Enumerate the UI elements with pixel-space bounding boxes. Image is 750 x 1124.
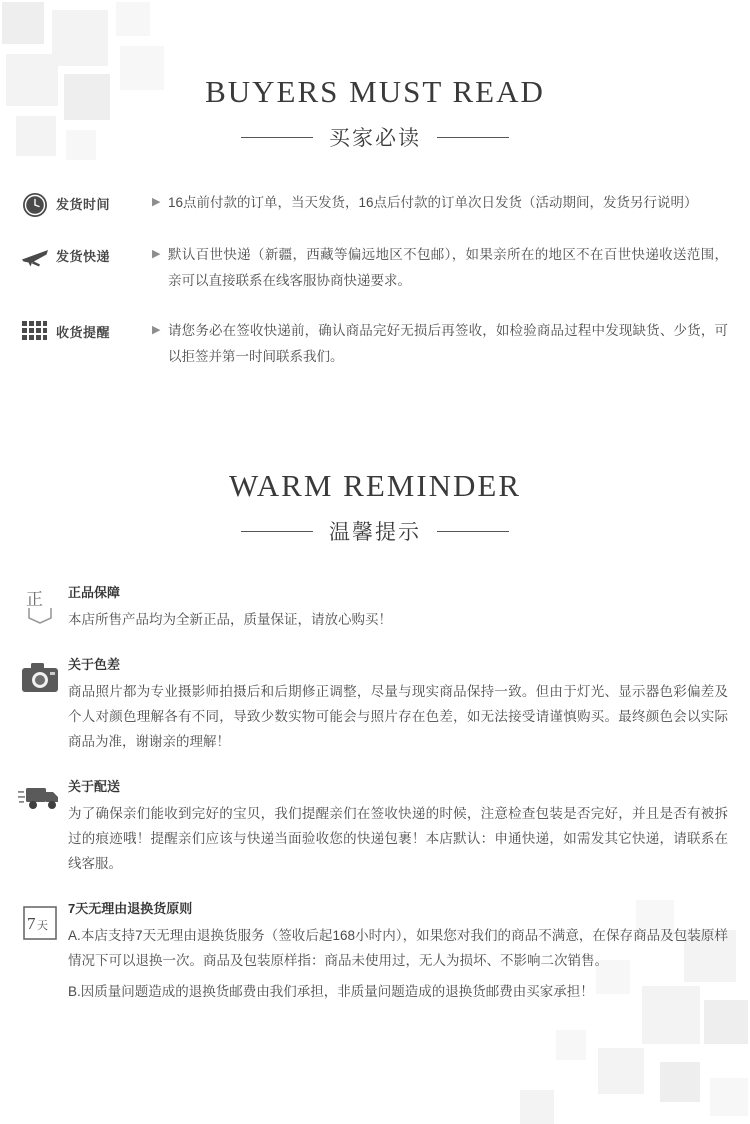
heading-rule-left <box>241 531 313 532</box>
warm-blocks <box>0 582 750 1004</box>
block-title: 关于色差 <box>68 657 121 672</box>
seven-day-icon <box>12 898 68 942</box>
block-text <box>68 923 728 1004</box>
paragraph: B.因质量问题造成的退换货邮费由我们承担，非质量问题造成的退换货邮费由买家承担！ <box>68 984 594 999</box>
block-text <box>68 801 728 876</box>
list-item <box>0 190 750 218</box>
list-item <box>0 654 750 754</box>
buyers-title-en: BUYERS MUST READ <box>205 74 545 109</box>
buyers-title-cn: 买家必读 <box>329 126 421 150</box>
truck-icon <box>12 776 68 812</box>
grid-icon <box>14 318 56 344</box>
paragraph: 为了确保亲们能收到完好的宝贝，我们提醒亲们在签收快递的时候，注意检查包装是否完好，并且是否有被拆过的痕迹哦！提醒亲们应该与快递当面验收您的快递包裹！本店默认：申通快递，如需发其它快递，请联系在线客服。 <box>68 806 728 871</box>
row-text: 16点前付款的订单，当天发货，16点后付款的订单次日发货（活动期间，发货另行说明） <box>168 195 698 210</box>
warm-title-en: WARM REMINDER <box>228 468 522 503</box>
list-item <box>0 776 750 876</box>
block-title: 正品保障 <box>68 585 121 600</box>
genuine-icon <box>12 582 68 624</box>
airplane-icon <box>14 242 56 270</box>
svg-text:正: 正 <box>26 590 43 609</box>
list-item <box>0 242 750 294</box>
heading-rule-right <box>437 137 509 138</box>
clock-icon <box>14 190 56 218</box>
paragraph: A.本店支持7天无理由退换货服务（签收后起168小时内），如果您对我们的商品不满意，在保存商品及包装原样情况下可以退换一次。商品及包装原样指：商品未使用过，无人为损坏、不影响二次销售。 <box>68 928 728 968</box>
list-item <box>0 318 750 370</box>
block-title: 7天无理由退换货原则 <box>68 901 193 916</box>
svg-text:天: 天 <box>37 919 48 932</box>
svg-text:7: 7 <box>27 914 36 933</box>
chevron-right-icon: ▶ <box>152 248 161 260</box>
camera-icon <box>12 654 68 694</box>
block-text <box>68 607 728 632</box>
chevron-right-icon: ▶ <box>152 324 161 336</box>
buyers-section-heading <box>0 74 750 152</box>
paragraph: 商品照片都为专业摄影师拍摄后和后期修正调整，尽量与现实商品保持一致。但由于灯光、显示器色彩偏差及个人对颜色理解各有不同，导致少数实物可能会与照片存在色差，如无法接受请谨慎购买。最终颜色会以实际商品为准，谢谢亲的理解！ <box>68 684 728 749</box>
list-item <box>0 582 750 632</box>
row-text: 请您务必在签收快递前，确认商品完好无损后再签收，如检验商品过程中发现缺货、少货，可以拒签并第一时间联系我们。 <box>168 323 728 364</box>
heading-rule-left <box>241 137 313 138</box>
row-label: 收货提醒 <box>56 325 111 340</box>
chevron-right-icon: ▶ <box>152 196 161 208</box>
row-text: 默认百世快递（新疆，西藏等偏远地区不包邮），如果亲所在的地区不在百世快递收送范围，亲可以直接联系在线客服协商快递要求。 <box>168 247 728 288</box>
warm-section-heading <box>0 468 750 546</box>
buyers-rows <box>0 190 750 370</box>
list-item <box>0 898 750 1004</box>
paragraph: 本店所售产品均为全新正品，质量保证，请放心购买！ <box>68 612 392 627</box>
row-label: 发货快递 <box>56 249 111 264</box>
heading-rule-right <box>437 531 509 532</box>
row-label: 发货时间 <box>56 197 111 212</box>
block-text <box>68 679 728 754</box>
warm-title-cn: 温馨提示 <box>329 520 421 544</box>
block-title: 关于配送 <box>68 779 121 794</box>
